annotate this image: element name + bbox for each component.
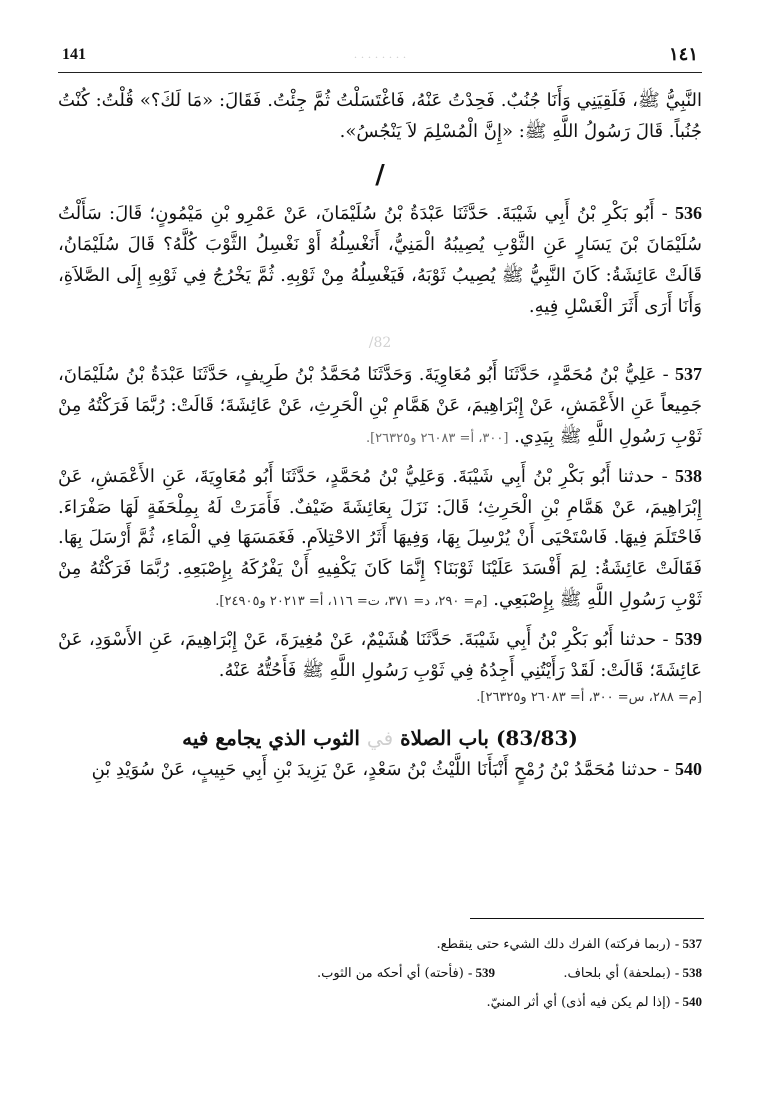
footnotes: [58, 930, 702, 1017]
chapter-heading: [58, 722, 702, 754]
footnote-537: [58, 930, 702, 959]
footnote-538-539: [58, 959, 702, 988]
footnote-number: 540 -: [674, 993, 702, 1009]
footnote-number: 538 -: [674, 964, 702, 980]
hadith-number: 536: [675, 202, 702, 223]
main-text: [58, 86, 702, 786]
hadith-539: 539 - حدثنا أَبُو بَكْرِ بْنُ أَبِي شَيْبَةَ. حَدَّثَنَا هُشَيْمٌ، عَنْ مُغِيرَةَ، عَنْ إِبْرَاهِيمَ، عَنِ الأَسْوَدِ، عَنْ عَائِشَةَ؛ قَالَتْ: لَقَدْ رَأَيْتُنِي أَجِدُهُ فِي ثَوْبِ رَسُولِ اللَّهِ ﷺ فَأَحُتُّهُ عَنْهُ. [م= ٢٨٨، س= ٣٠٠، أ= ٢٦٠٨٣ و٢٦٣٢٥].: [58, 624, 702, 709]
hadith-text: حدثنا أَبُو بَكْرِ بْنُ أَبِي شَيْبَةَ. وَعَلِيُّ بْنُ مُحَمَّدٍ، حَدَّثَنَا أَبُو مُعَاوِيَةَ، عَنِ الأَعْمَشِ، عَنْ إِبْرَاهِيمَ، عَنْ هَمَّامِ بْنِ الْحَرِثِ؛ قَالَ: نَزَلَ بِعَائِشَةَ ضَيْفٌ. فَأَمَرَتْ لَهُ بِمِلْحَفَةٍ لَهَا صَفْرَاءَ. فَاحْتَلَمَ فِيهَا. فَاسْتَحْيَى أَنْ يُرْسِلَ بِهَا، وَفِيهَا أَثَرُ الاحْتِلاَمِ. فَغَمَسَهَا فِي الْمَاءِ، ثُمَّ أَرْسَلَ بِهَا. فَقَالَتْ عَائِشَةُ: لِمَ أَفْسَدَ عَلَيْنَا ثَوْبَنَا؟ إِنَّمَا كَانَ يَكْفِيهِ أَنْ يَفْرُكَهُ بِإِصْبَعِهِ. رُبَّمَا فَرَكْتُهُ مِنْ ثَوْبِ رَسُولِ اللَّهِ ﷺ بِإِصْبَعِي.: [58, 465, 702, 611]
hadith-number: 540: [675, 758, 702, 779]
hadith-537: 537 - عَلِيُّ بْنُ مُحَمَّدٍ، حَدَّثَنَا أَبُو مُعَاوِيَةَ. وَحَدَّثَنَا مُحَمَّدُ بْنُ طَرِيفٍ، حَدَّثَنَا عَبْدَةُ بْنُ سُلَيْمَانَ، جَمِيعاً عَنِ الأَعْمَشِ، عَنْ إِبْرَاهِيمَ، عَنْ هَمَّامِ بْنِ الْحَرِثِ، عَنْ عَائِشَةَ؛ قَالَتْ: رُبَّمَا فَرَكْتُهُ مِنْ ثَوْبِ رَسُولِ اللَّهِ ﷺ بِيَدِي. [٣٠٠، أ= ٢٦٠٨٣ و٢٦٣٢٥].: [58, 363, 702, 447]
hadith-text: عَلِيُّ بْنُ مُحَمَّدٍ، حَدَّثَنَا أَبُو مُعَاوِيَةَ. وَحَدَّثَنَا مُحَمَّدُ بْنُ طَرِيفٍ، حَدَّثَنَا عَبْدَةُ بْنُ سُلَيْمَانَ، جَمِيعاً عَنِ الأَعْمَشِ، عَنْ إِبْرَاهِيمَ، عَنْ هَمَّامِ بْنِ الْحَرِثِ، عَنْ عَائِشَةَ؛ قَالَتْ: رُبَّمَا فَرَكْتُهُ مِنْ ثَوْبِ رَسُولِ اللَّهِ ﷺ بِيَدِي.: [58, 363, 702, 447]
continuation-paragraph: [58, 86, 702, 148]
page-header: [58, 44, 702, 73]
hadith-number: 538: [675, 465, 702, 486]
separator-mark: 82/: [368, 334, 392, 351]
separator-mark: /: [375, 159, 385, 190]
continuation-text: النَّبِيُّ ﷺ، فَلَقِيَنِي وَأَنَا جُنُبٌ. فَحِدْتُ عَنْهُ، فَاغْتَسَلْتُ ثُمَّ جِئْتُ. فَقَالَ: «مَا لَكَ؟» قُلْتُ: كُنْتُ جُنُباً. قَالَ رَسُولُ اللَّهِ ﷺ: «إِنَّ الْمُسْلِمَ لاَ يَنْجُسُ».: [58, 90, 702, 142]
page-number-latin: 141: [62, 46, 86, 63]
chapter-title-end: الثوب الذي يجامع فيه: [182, 725, 360, 750]
chapter-number: (83/83): [495, 725, 578, 750]
chapter-title-faint: في: [366, 725, 394, 750]
hadith-reference: [٣٠٠، أ= ٢٦٠٨٣ و٢٦٣٢٥].: [365, 430, 509, 446]
page-number-arabic: ١٤١: [668, 44, 698, 64]
section-separator-2: [58, 335, 702, 351]
hadith-text: أَبُو بَكْرِ بْنُ أَبِي شَيْبَةَ. حَدَّثَنَا عَبْدَةُ بْنُ سُلَيْمَانَ، عَنْ عَمْرِو بْنِ مَيْمُونٍ؛ قَالَ: سَأَلْتُ سُلَيْمَانَ بْنَ يَسَارٍ عَنِ الثَّوْبِ يُصِيبُهُ الْمَنِيُّ، أَنَغْسِلُهُ أَوْ نَغْسِلُ الثَّوْبَ كُلَّهُ؟ قَالَ سُلَيْمَانُ، قَالَتْ عَائِشَةُ: كَانَ النَّبِيُّ ﷺ يُصِيبُ ثَوْبَهُ، فَيَغْسِلُهُ مِنْ ثَوْبِهِ. ثُمَّ يَخْرُجُ فِي ثَوْبِهِ إِلَى الصَّلاَةِ، وَأَنَا أَرَى أَثَرَ الْغَسْلِ فِيهِ.: [58, 202, 702, 317]
footnote-text: (بملحفة) أي بلحاف.: [563, 965, 671, 981]
footnote-text: (ربما فركته) الفرك دلك الشيء حتى ينقطع.: [436, 937, 671, 952]
hadith-reference: [م= ٢٨٨، س= ٣٠٠، أ= ٢٦٠٨٣ و٢٦٣٢٥].: [476, 690, 702, 706]
hadith-540: 540 - حدثنا مُحَمَّدُ بْنُ رُمْحٍ أَنْبَأَنَا اللَّيْثُ بْنُ سَعْدٍ، عَنْ يَزِيدَ بْنِ أَبِي حَبِيبٍ، عَنْ سُوَيْدِ بْنِ: [91, 758, 702, 780]
hadith-number: 537: [675, 363, 702, 384]
chapter-title-start: باب الصلاة: [400, 725, 489, 750]
hadith-number: 539: [675, 629, 702, 650]
section-separator-1: [58, 160, 702, 190]
hadith-text: حدثنا مُحَمَّدُ بْنُ رُمْحٍ أَنْبَأَنَا اللَّيْثُ بْنُ سَعْدٍ، عَنْ يَزِيدَ بْنِ أَبِي حَبِيبٍ، عَنْ سُوَيْدِ بْنِ: [91, 758, 658, 780]
footnote-text: (إذا لم يكن فيه أذى) أي أثر المنيّ.: [486, 994, 671, 1010]
footnote-number: 537 -: [674, 936, 702, 951]
footnote-540: [58, 988, 702, 1017]
hadith-reference: [م= ٢٩٠، د= ٣٧١، ت= ١١٦، أ= ٢٠٢١٣ و٢٤٩٠٥].: [215, 594, 488, 610]
hadith-536: 536 - أَبُو بَكْرِ بْنُ أَبِي شَيْبَةَ. حَدَّثَنَا عَبْدَةُ بْنُ سُلَيْمَانَ، عَنْ عَمْرِو بْنِ مَيْمُونٍ؛ قَالَ: سَأَلْتُ سُلَيْمَانَ بْنَ يَسَارٍ عَنِ الثَّوْبِ يُصِيبُهُ الْمَنِيُّ، أَنَغْسِلُهُ أَوْ نَغْسِلُ الثَّوْبَ كُلَّهُ؟ قَالَ سُلَيْمَانُ، قَالَتْ عَائِشَةُ: كَانَ النَّبِيُّ ﷺ يُصِيبُ ثَوْبَهُ، فَيَغْسِلُهُ مِنْ ثَوْبِهِ. ثُمَّ يَخْرُجُ فِي ثَوْبِهِ إِلَى الصَّلاَةِ، وَأَنَا أَرَى أَثَرَ الْغَسْلِ فِيهِ.: [58, 202, 702, 317]
footnote-text: (فأحته) أي أحكه من الثوب.: [316, 965, 464, 981]
running-title-faint: · · · · · · · ·: [353, 50, 407, 64]
hadith-538: 538 - حدثنا أَبُو بَكْرِ بْنُ أَبِي شَيْبَةَ. وَعَلِيُّ بْنُ مُحَمَّدٍ، حَدَّثَنَا أَبُو مُعَاوِيَةَ، عَنِ الأَعْمَشِ، عَنْ إِبْرَاهِيمَ، عَنْ هَمَّامِ بْنِ الْحَرِثِ؛ قَالَ: نَزَلَ بِعَائِشَةَ ضَيْفٌ. فَأَمَرَتْ لَهُ بِمِلْحَفَةٍ لَهَا صَفْرَاءَ. فَاحْتَلَمَ فِيهَا. فَاسْتَحْيَى أَنْ يُرْسِلَ بِهَا، وَفِيهَا أَثَرُ الاحْتِلاَمِ. فَغَمَسَهَا فِي الْمَاءِ، ثُمَّ أَرْسَلَ بِهَا. فَقَالَتْ عَائِشَةُ: لِمَ أَفْسَدَ عَلَيْنَا ثَوْبَنَا؟ إِنَّمَا كَانَ يَكْفِيهِ أَنْ يَفْرُكَهُ بِإِصْبَعِهِ. رُبَّمَا فَرَكْتُهُ مِنْ ثَوْبِ رَسُولِ اللَّهِ ﷺ بِإِصْبَعِي. [م= ٢٩٠، د= ٣٧١، ت= ١١٦، أ= ٢٠٢١٣ و٢٤٩٠٥].: [58, 465, 702, 611]
footnote-number: 539 -: [467, 964, 496, 980]
hadith-text: حدثنا أَبُو بَكْرِ بْنُ أَبِي شَيْبَةَ. حَدَّثَنَا هُشَيْمٌ، عَنْ مُغِيرَةَ، عَنْ إِبْرَاهِيمَ، عَنِ الأَسْوَدِ، عَنْ عَائِشَةَ؛ قَالَتْ: لَقَدْ رَأَيْتُنِي أَجِدُهُ فِي ثَوْبِ رَسُولِ اللَّهِ ﷺ فَأَحُتُّهُ عَنْهُ.: [58, 629, 702, 682]
footnote-divider: [470, 918, 704, 919]
